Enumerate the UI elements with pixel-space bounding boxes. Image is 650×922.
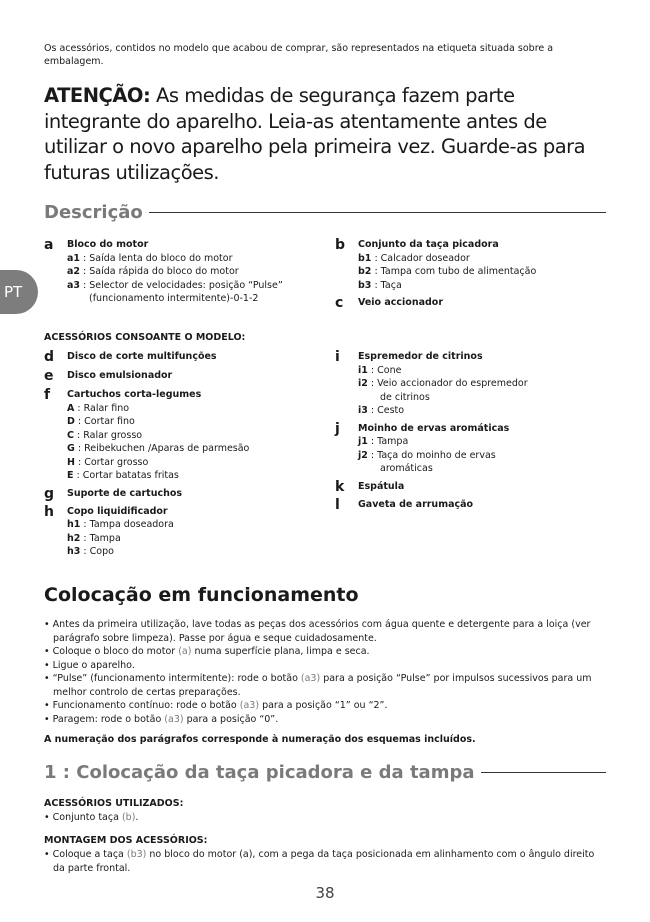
numbering-note: A numeração dos parágrafos corresponde à numeração dos esquemas incluídos. — [44, 734, 476, 745]
desc-item-k: k Espátula — [335, 478, 405, 495]
desc-item-e: e Disco emulsionador — [44, 368, 173, 384]
attention-label: ATENÇÃO: — [44, 84, 151, 107]
accessories-label: ACESSÓRIOS CONSOANTE O MODELO: — [44, 332, 246, 343]
language-tab: PT — [0, 270, 38, 314]
desc-item-d: d Disco de corte multifunções — [44, 349, 217, 365]
desc-item-i: i Espremedor de citrinos i1 : Cone i2 : Veio accionador do espremedor de citrinos i3 : Cesto — [335, 349, 528, 416]
page-number: 38 — [315, 884, 335, 902]
assembly-label: MONTAGEM DOS ACESSÓRIOS: — [44, 835, 208, 846]
assembly-list — [44, 848, 608, 875]
desc-item-c: c Veio accionador — [335, 295, 444, 311]
desc-item-l: l Gaveta de arrumação — [335, 496, 474, 513]
desc-item-f: f Cartuchos corta-legumes A : Ralar fino D : Cortar fino C : Ralar grosso G : Reibekuchen /Aparas de parmesão H : Cortar grosso E : Cortar batatas fritas — [44, 387, 250, 481]
list-item: • Antes da primeira utilização, lave todas as peças dos acessórios com água quente e detergente para a loiça (ver parágrafo sobre limpeza). Passe por água e seque cuidadosamente. — [44, 618, 608, 645]
list-item: • “Pulse” (funcionamento intermitente): rode o botão (a3) para a posição “Pulse” por impulsos sucessivos para um melhor controlo de certas preparações. — [44, 672, 608, 699]
list-item: • Conjunto taça (b). — [44, 811, 608, 825]
list-item: • Ligue o aparelho. — [44, 659, 608, 673]
attention-notice — [44, 83, 614, 185]
heading-section-1: 1 : Colocação da taça picadora e da tampa — [44, 762, 606, 783]
desc-item-b: b Conjunto da taça picadora b1 : Calcador doseador b2 : Tampa com tubo de alimentação b3 : Taça — [335, 237, 537, 291]
list-item: • Funcionamento contínuo: rode o botão (a3) para a posição “1” ou “2”. — [44, 699, 608, 713]
list-item: • Coloque a taça (b3) no bloco do motor (a), com a pega da taça posicionada em alinhamento com o ângulo direito da parte frontal. — [44, 848, 608, 875]
desc-item-j: j Moinho de ervas aromáticas j1 : Tampa j2 : Taça do moinho de ervas aromáticas — [335, 420, 510, 474]
desc-col-right-2 — [335, 350, 610, 512]
desc-col-left-2 — [44, 350, 324, 559]
list-item: • Coloque o bloco do motor (a) numa superfície plana, limpa e seca. — [44, 645, 608, 659]
used-accessories-label: ACESSÓRIOS UTILIZADOS: — [44, 798, 184, 809]
attention-text: As medidas de segurança fazem parte integrante do aparelho. Leia-as atentamente antes de utilizar o novo aparelho pela primeira vez. Guarde-as para futuras utilizações. — [44, 84, 586, 184]
desc-col-right-1 — [335, 238, 610, 310]
list-item: • Paragem: rode o botão (a3) para a posição “0”. — [44, 713, 608, 727]
desc-item-a: a Bloco do motor a1 : Saída lenta do bloco do motor a2 : Saída rápida do bloco do motor a3 : Selector de velocidades: posição “Pulse” (funcionamento intermitente)-0-1-2 — [44, 237, 283, 304]
desc-item-g: g Suporte de cartuchos — [44, 485, 183, 502]
heading-colocacao: Colocação em funcionamento — [44, 584, 359, 606]
desc-item-h: h Copo liquidificador h1 : Tampa doseadora h2 : Tampa h3 : Copo — [44, 503, 174, 557]
colocacao-list — [44, 618, 608, 726]
desc-col-left-1 — [44, 238, 324, 306]
used-accessories-list — [44, 811, 608, 825]
intro-text: Os acessórios, contidos no modelo que acabou de comprar, são representados na etiqueta situada sobre a embalagem. — [44, 43, 554, 67]
heading-descricao: Descrição — [44, 202, 606, 223]
